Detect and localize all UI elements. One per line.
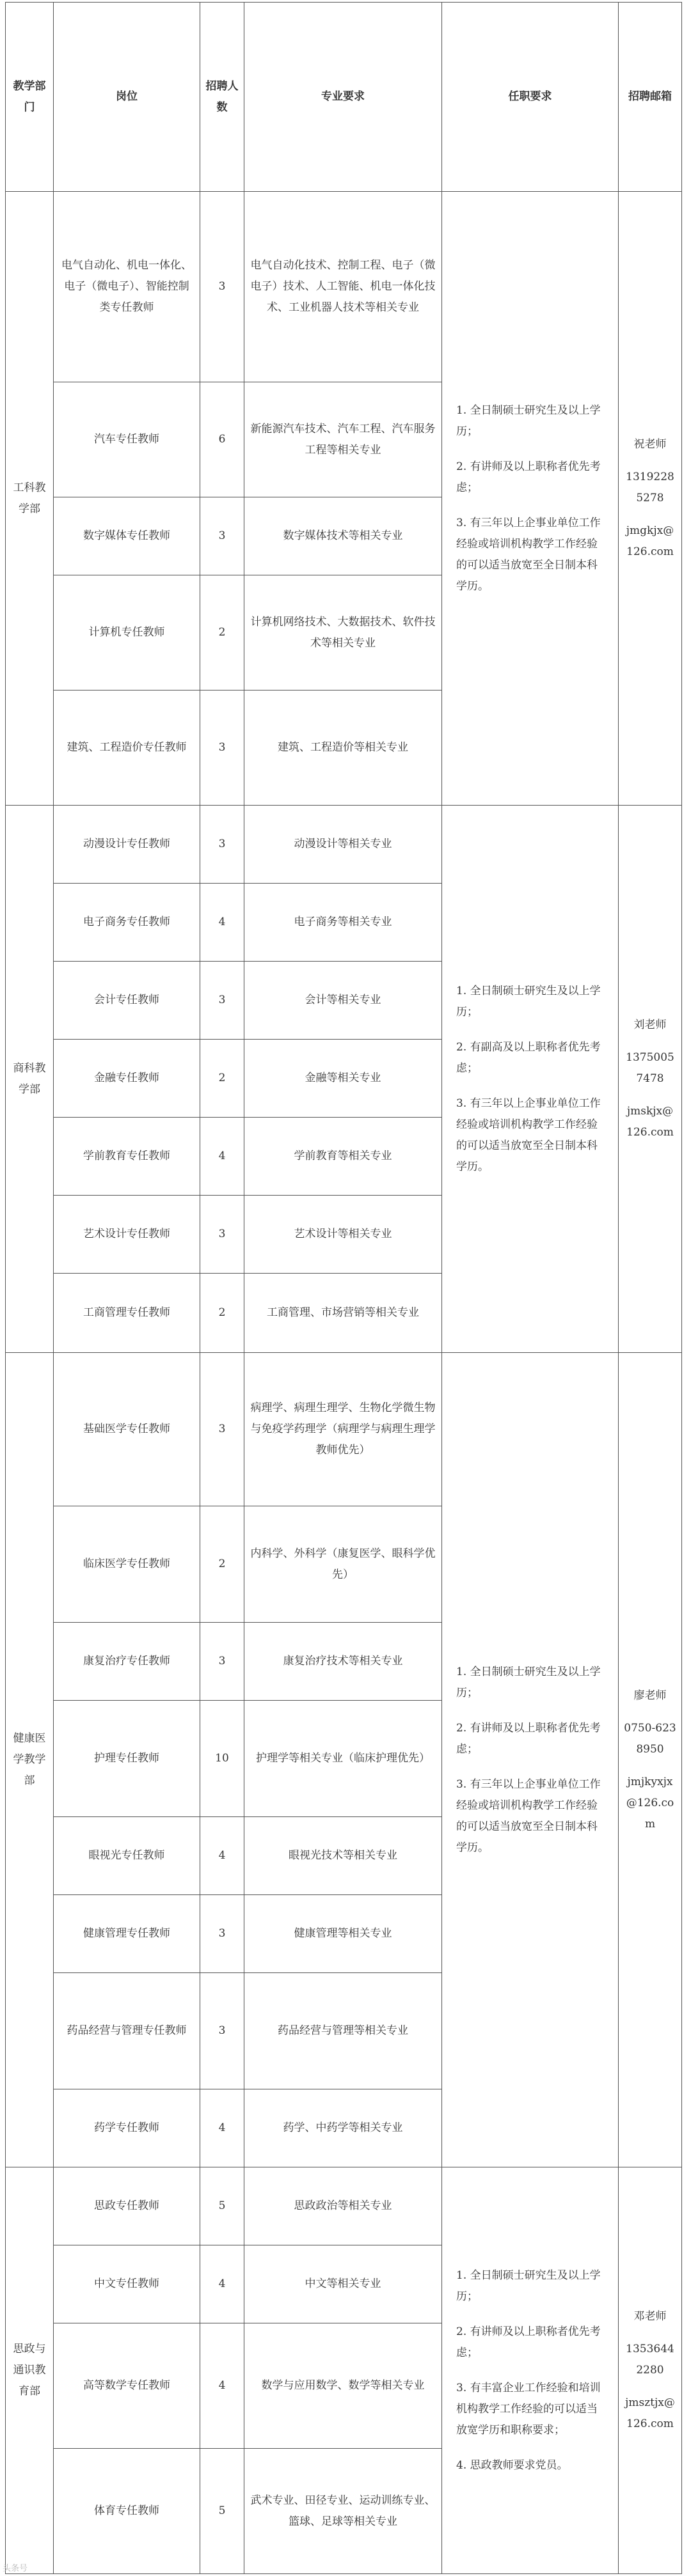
major-cell: 金融等相关专业 — [244, 1040, 442, 1118]
contact-name: 邓老师 — [633, 2310, 667, 2323]
watermark: 头条号 — [3, 2564, 28, 2573]
dept-cell: 健康医学教学部 — [6, 1353, 54, 2167]
post-cell: 计算机专任教师 — [54, 575, 200, 691]
post-cell: 基础医学专任教师 — [54, 1353, 200, 1506]
table-row — [6, 192, 682, 382]
requirements-cell — [442, 192, 619, 806]
header-dept: 教学部门 — [6, 3, 54, 192]
major-cell: 眼视光技术等相关专业 — [244, 1817, 442, 1895]
contact-phone[interactable]: 0750-6238950 — [624, 1721, 676, 1756]
post-cell: 汽车专任教师 — [54, 382, 200, 497]
header-post: 岗位 — [54, 3, 200, 192]
contact-cell — [619, 806, 682, 1353]
post-cell: 学前教育专任教师 — [54, 1118, 200, 1196]
major-cell: 护理学等相关专业（临床护理优先） — [244, 1701, 442, 1817]
post-cell: 中文专任教师 — [54, 2245, 200, 2323]
post-cell: 药学专任教师 — [54, 2089, 200, 2167]
num-cell: 6 — [200, 382, 244, 497]
post-cell: 眼视光专任教师 — [54, 1817, 200, 1895]
num-cell: 3 — [200, 1895, 244, 1973]
post-cell: 药品经营与管理专任教师 — [54, 1973, 200, 2089]
header-req: 任职要求 — [442, 3, 619, 192]
contact-name: 祝老师 — [633, 438, 667, 451]
major-cell: 健康管理等相关专业 — [244, 1895, 442, 1973]
dept-cell: 商科教学部 — [6, 806, 54, 1353]
requirement-item: 1. 全日制硕士研究生及以上学历； — [456, 984, 601, 1019]
header-row — [6, 3, 682, 192]
major-cell: 计算机网络技术、大数据技术、软件技术等相关专业 — [244, 575, 442, 691]
requirement-item: 2. 有副高及以上职称者优先考虑； — [456, 1040, 601, 1075]
table-row — [6, 2167, 682, 2245]
post-cell: 临床医学专任教师 — [54, 1506, 200, 1623]
requirements-cell — [442, 806, 619, 1353]
major-cell: 康复治疗技术等相关专业 — [244, 1623, 442, 1701]
post-cell: 工商管理专任教师 — [54, 1274, 200, 1353]
requirement-item: 2. 有讲师及以上职称者优先考虑； — [456, 460, 601, 494]
post-cell: 电子商务专任教师 — [54, 884, 200, 962]
header-mail: 招聘邮箱 — [619, 3, 682, 192]
num-cell: 3 — [200, 192, 244, 382]
contact-email[interactable]: jmsztjx@126.com — [625, 2396, 675, 2430]
recruitment-table — [5, 2, 682, 2574]
num-cell: 3 — [200, 1623, 244, 1701]
requirement-item: 3. 有三年以上企事业单位工作经验或培训机构教学工作经验的可以适当放宽至全日制本科学历。 — [456, 516, 601, 593]
num-cell: 3 — [200, 691, 244, 806]
requirement-item: 1. 全日制硕士研究生及以上学历； — [456, 403, 601, 438]
requirement-item: 1. 全日制硕士研究生及以上学历； — [456, 2268, 601, 2303]
contact-phone[interactable]: 131922852​78 — [626, 471, 674, 504]
contact-email[interactable]: jmskjx@126.com — [626, 1105, 674, 1139]
contact-phone[interactable]: 137500574​78 — [626, 1051, 674, 1085]
post-cell: 金融专任教师 — [54, 1040, 200, 1118]
table-row — [6, 1353, 682, 1506]
requirement-item: 2. 有讲师及以上职称者优先考虑； — [456, 2325, 601, 2359]
major-cell: 病理学、病理生理学、生物化学微生物与免疫学药理学（病理学与病理生理学教师优先） — [244, 1353, 442, 1506]
num-cell: 3 — [200, 497, 244, 575]
num-cell: 2 — [200, 575, 244, 691]
num-cell: 2 — [200, 1040, 244, 1118]
num-cell: 5 — [200, 2167, 244, 2245]
post-cell: 电气自动化、机电一体化、电子（微电子）、智能控制类专任教师 — [54, 192, 200, 382]
requirement-item: 3. 有丰富企业工作经验和培训机构教学工作经验的可以适当放宽学历和职称要求； — [456, 2381, 601, 2437]
post-cell: 思政专任教师 — [54, 2167, 200, 2245]
num-cell: 3 — [200, 1973, 244, 2089]
post-cell: 数字媒体专任教师 — [54, 497, 200, 575]
post-cell: 健康管理专任教师 — [54, 1895, 200, 1973]
major-cell: 艺术设计等相关专业 — [244, 1196, 442, 1274]
num-cell: 4 — [200, 884, 244, 962]
major-cell: 武术专业、田径专业、运动训练专业、篮球、足球等相关专业 — [244, 2449, 442, 2574]
header-major: 专业要求 — [244, 3, 442, 192]
contact-email[interactable]: jmjkyxjx@126.com — [626, 1775, 674, 1831]
requirement-item: 4. 思政教师要求党员。 — [456, 2458, 568, 2472]
major-cell: 动漫设计等相关专业 — [244, 806, 442, 884]
requirements-cell — [442, 2167, 619, 2574]
post-cell: 高等数学专任教师 — [54, 2323, 200, 2449]
post-cell: 会计专任教师 — [54, 962, 200, 1040]
requirement-item: 3. 有三年以上企事业单位工作经验或培训机构教学工作经验的可以适当放宽至全日制本科学历。 — [456, 1777, 601, 1854]
dept-cell: 思政与通识教育部 — [6, 2167, 54, 2574]
header-num: 招聘人数 — [200, 3, 244, 192]
num-cell: 4 — [200, 2323, 244, 2449]
requirement-item: 2. 有讲师及以上职称者优先考虑； — [456, 1721, 601, 1756]
major-cell: 工商管理、市场营销等相关专业 — [244, 1274, 442, 1353]
table-row — [6, 806, 682, 884]
num-cell: 4 — [200, 2089, 244, 2167]
num-cell: 2 — [200, 1506, 244, 1623]
num-cell: 3 — [200, 962, 244, 1040]
num-cell: 10 — [200, 1701, 244, 1817]
dept-cell: 工科教学部 — [6, 192, 54, 806]
major-cell: 电子商务等相关专业 — [244, 884, 442, 962]
contact-email[interactable]: jmgkjx@126.com — [626, 524, 674, 558]
major-cell: 学前教育等相关专业 — [244, 1118, 442, 1196]
post-cell: 建筑、工程造价专任教师 — [54, 691, 200, 806]
post-cell: 动漫设计专任教师 — [54, 806, 200, 884]
requirements-cell — [442, 1353, 619, 2167]
post-cell: 护理专任教师 — [54, 1701, 200, 1817]
post-cell: 艺术设计专任教师 — [54, 1196, 200, 1274]
major-cell: 会计等相关专业 — [244, 962, 442, 1040]
major-cell: 内科学、外科学（康复医学、眼科学优先） — [244, 1506, 442, 1623]
num-cell: 4 — [200, 2245, 244, 2323]
contact-cell — [619, 1353, 682, 2167]
contact-phone[interactable]: 135364422​80 — [626, 2343, 674, 2377]
major-cell: 新能源汽车技术、汽车工程、汽车服务工程等相关专业 — [244, 382, 442, 497]
num-cell: 3 — [200, 806, 244, 884]
major-cell: 药品经营与管理等相关专业 — [244, 1973, 442, 2089]
requirement-item: 1. 全日制硕士研究生及以上学历； — [456, 1665, 601, 1699]
contact-cell — [619, 2167, 682, 2574]
major-cell: 电气自动化技术、控制工程、电子（微电子）技术、人工智能、机电一体化技术、工业机器人技术等相关专业 — [244, 192, 442, 382]
contact-name: 刘老师 — [633, 1019, 667, 1031]
contact-cell — [619, 192, 682, 806]
major-cell: 思政政治等相关专业 — [244, 2167, 442, 2245]
major-cell: 数字媒体技术等相关专业 — [244, 497, 442, 575]
major-cell: 建筑、工程造价等相关专业 — [244, 691, 442, 806]
major-cell: 药学、中药学等相关专业 — [244, 2089, 442, 2167]
num-cell: 5 — [200, 2449, 244, 2574]
post-cell: 体育专任教师 — [54, 2449, 200, 2574]
num-cell: 2 — [200, 1274, 244, 1353]
contact-name: 廖老师 — [633, 1689, 667, 1702]
num-cell: 4 — [200, 1118, 244, 1196]
requirement-item: 3. 有三年以上企事业单位工作经验或培训机构教学工作经验的可以适当放宽至全日制本科学历。 — [456, 1097, 601, 1173]
num-cell: 3 — [200, 1196, 244, 1274]
num-cell: 3 — [200, 1353, 244, 1506]
post-cell: 康复治疗专任教师 — [54, 1623, 200, 1701]
num-cell: 4 — [200, 1817, 244, 1895]
major-cell: 中文等相关专业 — [244, 2245, 442, 2323]
major-cell: 数学与应用数学、数学等相关专业 — [244, 2323, 442, 2449]
